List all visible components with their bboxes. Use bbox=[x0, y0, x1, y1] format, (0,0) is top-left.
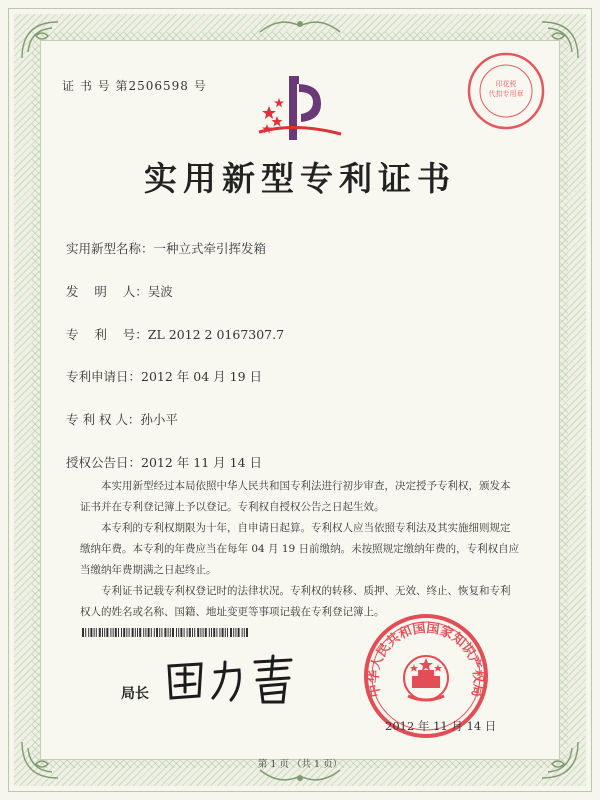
field-grant-date bbox=[66, 453, 262, 471]
certificate-number: 证 书 号 第2506598 号 bbox=[62, 79, 207, 93]
director-label: 局长 bbox=[121, 686, 149, 702]
field-label: 专 利 号： bbox=[66, 327, 148, 342]
field-label: 专 利 权 人： bbox=[66, 412, 141, 427]
field-application-date bbox=[66, 367, 262, 385]
field-value: 2012 年 11 月 14 日 bbox=[141, 455, 263, 470]
certificate-body bbox=[80, 476, 520, 623]
field-value: 一种立式牵引挥发箱 bbox=[153, 241, 267, 256]
field-label: 专利申请日： bbox=[66, 369, 142, 384]
field-inventor bbox=[66, 282, 173, 300]
field-label: 授权公告日： bbox=[66, 455, 142, 470]
body-paragraph: 本专利的专利权期限为十年，自申请日起算。专利权人应当依照专利法及其实施细则规定缴纳年费。本专利的年费应当在每年 04 月 19 日前缴纳。未按照规定缴纳年费的，专利权自应当缴纳年费期满之日起终止。 bbox=[80, 522, 520, 576]
field-value: ZL 2012 2 0167307.7 bbox=[147, 327, 285, 342]
field-patentee bbox=[66, 410, 178, 428]
field-label: 发 明 人： bbox=[66, 284, 148, 299]
field-value: 孙小平 bbox=[140, 412, 178, 427]
field-patent-number bbox=[66, 325, 284, 343]
page-number: 第 1 页 （共 1 页） bbox=[257, 759, 343, 770]
patent-office-logo-icon bbox=[255, 70, 347, 146]
certificate-title: 实用新型专利证书 bbox=[144, 159, 456, 198]
stamp-duty-seal bbox=[465, 50, 547, 132]
barcode bbox=[82, 628, 250, 637]
field-value: 2012 年 04 月 19 日 bbox=[141, 369, 263, 384]
seal-date: 2012 年 11 月 14 日 bbox=[385, 719, 497, 733]
svg-text:代扣专用章: 代扣专用章 bbox=[488, 90, 524, 98]
body-paragraph: 本实用新型经过本局依照中华人民共和国专利法进行初步审查，决定授予专利权，颁发本证书并在专利登记簿上予以登记。专利权自授权公告之日起生效。 bbox=[80, 480, 511, 513]
corner-ornament-icon bbox=[18, 18, 62, 62]
field-utility-model-name bbox=[66, 239, 266, 257]
field-label: 实用新型名称： bbox=[66, 241, 154, 256]
seal-text: 中华人民共和国国家知识产权局 bbox=[366, 620, 486, 699]
director-signature bbox=[163, 652, 303, 708]
field-value: 吴波 bbox=[147, 284, 173, 299]
top-ornament-icon bbox=[255, 14, 345, 36]
svg-text:印花税: 印花税 bbox=[495, 80, 517, 88]
body-paragraph: 专利证书记载专利权登记时的法律状况。专利权的转移、质押、无效、终止、恢复和专利权人的姓名或名称、国籍、地址变更等事项记载在专利登记簿上。 bbox=[80, 585, 511, 618]
national-emblem-icon bbox=[404, 656, 448, 700]
